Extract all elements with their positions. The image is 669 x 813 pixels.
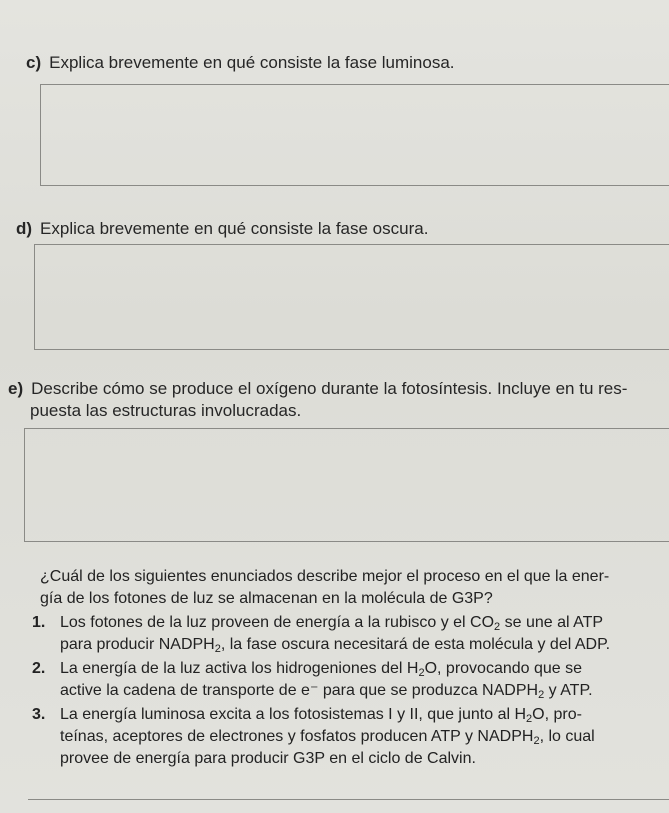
option-3-text: provee de energía para producir G3P en el ciclo de Calvin. xyxy=(60,750,476,767)
option-1-text: , la fase oscura necesitará de esta molécula y del ADP. xyxy=(220,636,611,653)
question-d xyxy=(16,218,428,240)
question-c-text: Explica brevemente en qué consiste la fase luminosa. xyxy=(49,53,455,72)
subscript: 2 xyxy=(533,735,540,747)
subscript: 2 xyxy=(418,667,425,679)
option-1-text: Los fotones de la luz proveen de energía a la rubisco y el CO xyxy=(60,614,495,631)
option-2-text: O, provocando que se xyxy=(424,660,583,677)
answer-box-d[interactable] xyxy=(34,244,669,350)
answer-box-c[interactable] xyxy=(40,84,669,186)
subscript: 2 xyxy=(526,713,533,725)
answer-box-e[interactable] xyxy=(24,428,669,542)
subscript: 2 xyxy=(538,689,545,701)
option-2-text: La energía de la luz activa los hidrogeniones del H xyxy=(60,660,419,677)
option-2-text: active la cadena de transporte de e⁻ para que se produzca NADPH xyxy=(60,682,539,699)
bottom-answer-line xyxy=(28,799,669,800)
question-c-letter: c) xyxy=(26,53,42,72)
multiple-choice-question xyxy=(28,566,658,770)
subscript: 2 xyxy=(494,621,501,633)
option-3-text: La energía luminosa excita a los fotosistemas I y II, que junto al H xyxy=(60,706,527,723)
mcq-option-3[interactable] xyxy=(28,704,658,770)
mcq-stem-line2: gía de los fotones de luz se almacenan en la molécula de G3P? xyxy=(40,590,493,607)
question-c xyxy=(26,52,455,74)
mcq-stem-line1: ¿Cuál de los siguientes enunciados describe mejor el proceso en el que la ener- xyxy=(40,568,610,585)
option-3-text: O, pro- xyxy=(532,706,582,723)
question-e-line1: Describe cómo se produce el oxígeno durante la fotosíntesis. Incluye en tu res- xyxy=(31,379,628,398)
question-e-letter: e) xyxy=(8,379,24,398)
option-3-text: teínas, aceptores de electrones y fosfatos producen ATP y NADPH xyxy=(60,728,534,745)
option-3-text: , lo cual xyxy=(539,728,595,745)
question-e xyxy=(8,378,627,422)
mcq-option-1[interactable] xyxy=(28,612,658,656)
question-e-line2: puesta las estructuras involucradas. xyxy=(30,401,302,420)
option-1-text: para producir NADPH xyxy=(60,636,215,653)
option-2-text: y ATP. xyxy=(544,682,593,699)
option-2-number: 2. xyxy=(32,660,46,677)
question-d-letter: d) xyxy=(16,219,33,238)
subscript: 2 xyxy=(214,643,221,655)
option-1-number: 1. xyxy=(32,614,46,631)
question-d-text: Explica brevemente en qué consiste la fase oscura. xyxy=(40,219,429,238)
option-3-number: 3. xyxy=(32,706,46,723)
option-1-text: se une al ATP xyxy=(500,614,604,631)
mcq-option-2[interactable] xyxy=(28,658,658,702)
